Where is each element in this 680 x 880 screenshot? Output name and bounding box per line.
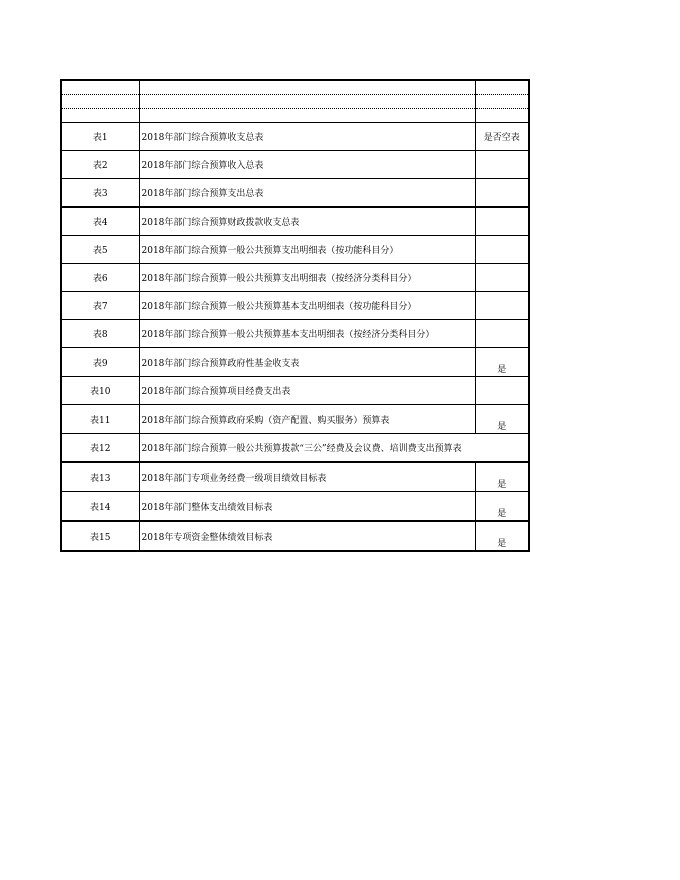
table-title: 2018年部门综合预算一般公共预算支出明细表（按经济分类科目分）	[139, 264, 475, 292]
table-title: 2018年部门综合预算支出总表	[139, 179, 475, 208]
table-row	[61, 264, 529, 292]
header-cell	[139, 95, 475, 109]
table-number: 表2	[61, 151, 139, 179]
header-cell	[61, 95, 139, 109]
header-cell	[475, 80, 529, 95]
table-title: 2018年部门专项业务经费一级项目绩效目标表	[139, 462, 475, 492]
empty-flag-header: 是否空表	[475, 123, 529, 151]
table-number: 表11	[61, 405, 139, 434]
header-row	[61, 95, 529, 109]
header-cell	[61, 109, 139, 123]
table-row	[61, 405, 529, 434]
table-number: 表14	[61, 492, 139, 522]
table-number: 表3	[61, 179, 139, 208]
table-title: 2018年部门综合预算收入总表	[139, 151, 475, 179]
header-cell	[61, 80, 139, 95]
table-title: 2018年部门综合预算收支总表	[139, 123, 475, 151]
table-row	[61, 151, 529, 179]
table-row	[61, 207, 529, 236]
budget-table-index	[60, 79, 530, 552]
table-title: 2018年部门整体支出绩效目标表	[139, 492, 475, 522]
table-row	[61, 462, 529, 492]
header-row	[61, 80, 529, 95]
table-row	[61, 320, 529, 348]
empty-flag: 是	[475, 348, 529, 377]
header-cell	[475, 109, 529, 123]
table-number: 表1	[61, 123, 139, 151]
table-number: 表7	[61, 292, 139, 320]
table-number: 表13	[61, 462, 139, 492]
table-number: 表15	[61, 521, 139, 551]
table-row	[61, 123, 529, 151]
table-number: 表6	[61, 264, 139, 292]
table-row	[61, 348, 529, 377]
table-row	[61, 377, 529, 405]
empty-flag	[475, 264, 529, 292]
header-cell	[139, 80, 475, 95]
table-number: 表5	[61, 236, 139, 264]
table-title: 2018年部门综合预算一般公共预算拨款“三公”经费及会议费、培训费支出预算表	[139, 434, 529, 463]
table-number: 表4	[61, 207, 139, 236]
table-number: 表10	[61, 377, 139, 405]
table-row	[61, 292, 529, 320]
empty-flag	[475, 377, 529, 405]
table-row	[61, 434, 529, 463]
table-title: 2018年部门综合预算一般公共预算基本支出明细表（按经济分类科目分）	[139, 320, 475, 348]
header-cell	[475, 95, 529, 109]
table-row	[61, 179, 529, 208]
empty-flag	[475, 292, 529, 320]
table-number: 表8	[61, 320, 139, 348]
empty-flag	[475, 320, 529, 348]
empty-flag: 是	[475, 521, 529, 551]
table-number: 表12	[61, 434, 139, 463]
table-title: 2018年部门综合预算财政拨款收支总表	[139, 207, 475, 236]
empty-flag	[475, 236, 529, 264]
header-cell	[139, 109, 475, 123]
empty-flag: 是	[475, 405, 529, 434]
header-row	[61, 109, 529, 123]
table-row	[61, 492, 529, 522]
table-title: 2018年部门综合预算项目经费支出表	[139, 377, 475, 405]
table-row	[61, 521, 529, 551]
table-title: 2018年部门综合预算一般公共预算支出明细表（按功能科目分）	[139, 236, 475, 264]
empty-flag	[475, 151, 529, 179]
table-title: 2018年部门综合预算政府采购（资产配置、购买服务）预算表	[139, 405, 475, 434]
table-row	[61, 236, 529, 264]
empty-flag: 是	[475, 492, 529, 522]
table-title: 2018年专项资金整体绩效目标表	[139, 521, 475, 551]
table-number: 表9	[61, 348, 139, 377]
table-title: 2018年部门综合预算政府性基金收支表	[139, 348, 475, 377]
empty-flag: 是	[475, 462, 529, 492]
table-title: 2018年部门综合预算一般公共预算基本支出明细表（按功能科目分）	[139, 292, 475, 320]
empty-flag	[475, 179, 529, 208]
empty-flag	[475, 207, 529, 236]
